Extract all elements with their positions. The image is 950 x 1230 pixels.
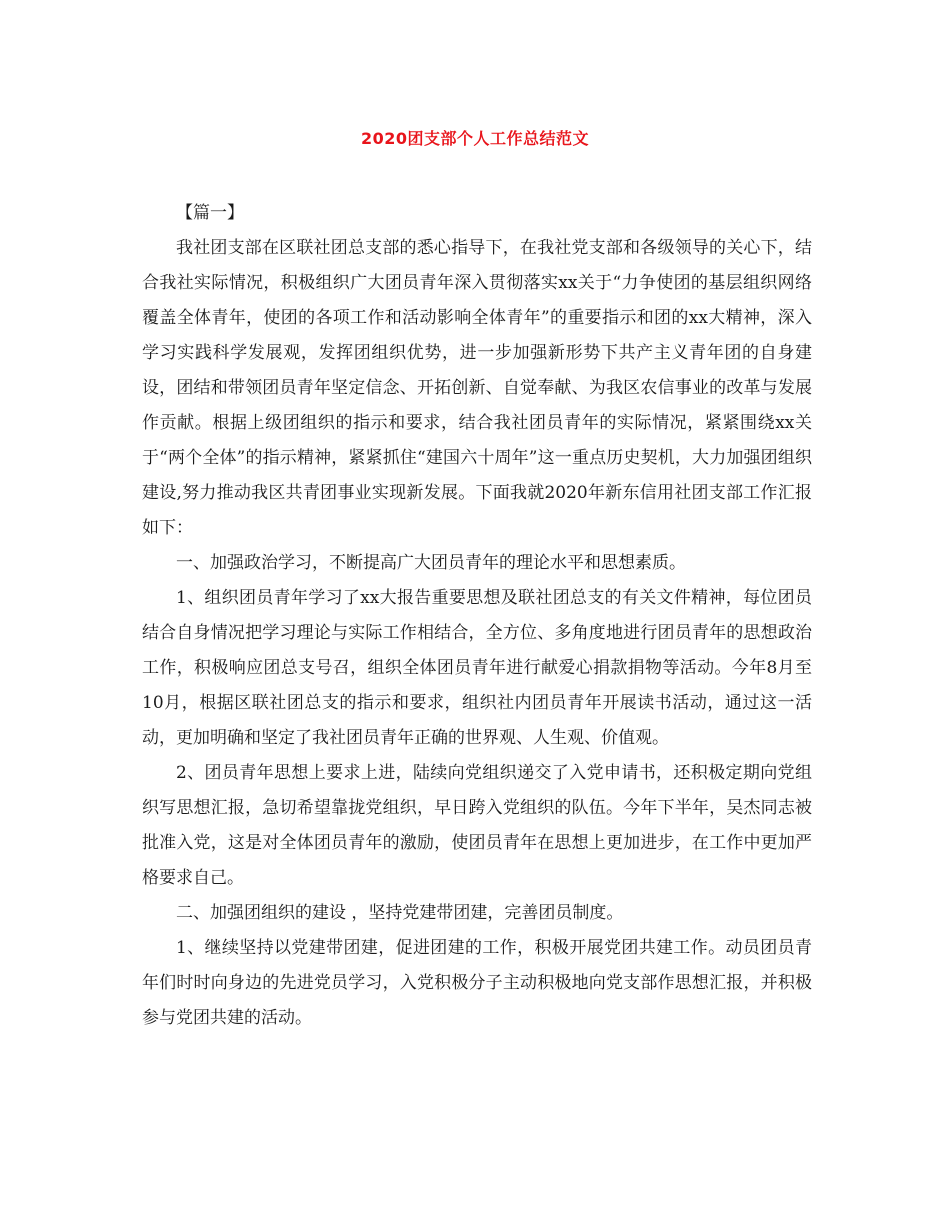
paragraph: 2、团员青年思想上要求上进，陆续向党组织递交了入党申请书，还积极定期向党组织写思想汇报，急切希望靠拢党组织，早日跨入党组织的队伍。今年下半年，吴杰同志被批准入党，这是对全体团员青年的激励，使团员青年在思想上更加进步，在工作中更加严格要求自己。 (142, 763, 812, 888)
paragraph: 二、加强团组织的建设 ，坚持党建带团建，完善团员制度。 (176, 903, 624, 923)
paragraph: 1、组织团员青年学习了xx大报告重要思想及联社团总支的有关文件精神，每位团员结合自身情况把学习理论与实际工作相结合，全方位、多角度地进行团员青年的思想政治工作，积极响应团总支号召，组织全体团员青年进行献爱心捐款捐物等活动。今年8月至10月，根据区联社团总支的指示和要求，组织社内团员青年开展读书活动，通过这一活动，更加明确和坚定了我社团员青年正确的世界观、人生观、价值观。 (142, 588, 812, 748)
section-heading: 【篇一】 (176, 203, 244, 223)
document-title: 2020团支部个人工作总结范文 (360, 129, 590, 148)
paragraph: 我社团支部在区联社团总支部的悉心指导下，在我社党支部和各级领导的关心下，结合我社实际情况，积极组织广大团员青年深入贯彻落实xx关于“力争使团的基层组织网络覆盖全体青年，使团的各项工作和活动影响全体青年”的重要指示和团的xx大精神，深入学习实践科学发展观，发挥团组织优势，进一步加强新形势下共产主义青年团的自身建设，团结和带领团员青年坚定信念、开拓创新、自觉奉献、为我区农信事业的改革与发展作贡献。根据上级团组织的指示和要求，结合我社团员青年的实际情况，紧紧围绕xx关于“两个全体”的指示精神，紧紧抓住“建国六十周年”这一重点历史契机，大力加强团组织建设,努力推动我区共青团事业实现新发展。下面我就2020年新东信用社团支部工作汇报如下： (142, 238, 812, 538)
paragraph: 1、继续坚持以党建带团建，促进团建的工作，积极开展党团共建工作。动员团员青年们时时向身边的先进党员学习，入党积极分子主动积极地向党支部作思想汇报，并积极参与党团共建的活动。 (142, 938, 812, 1028)
paragraph: 一、加强政治学习，不断提高广大团员青年的理论水平和思想素质。 (176, 553, 686, 573)
document-body (142, 196, 812, 1036)
